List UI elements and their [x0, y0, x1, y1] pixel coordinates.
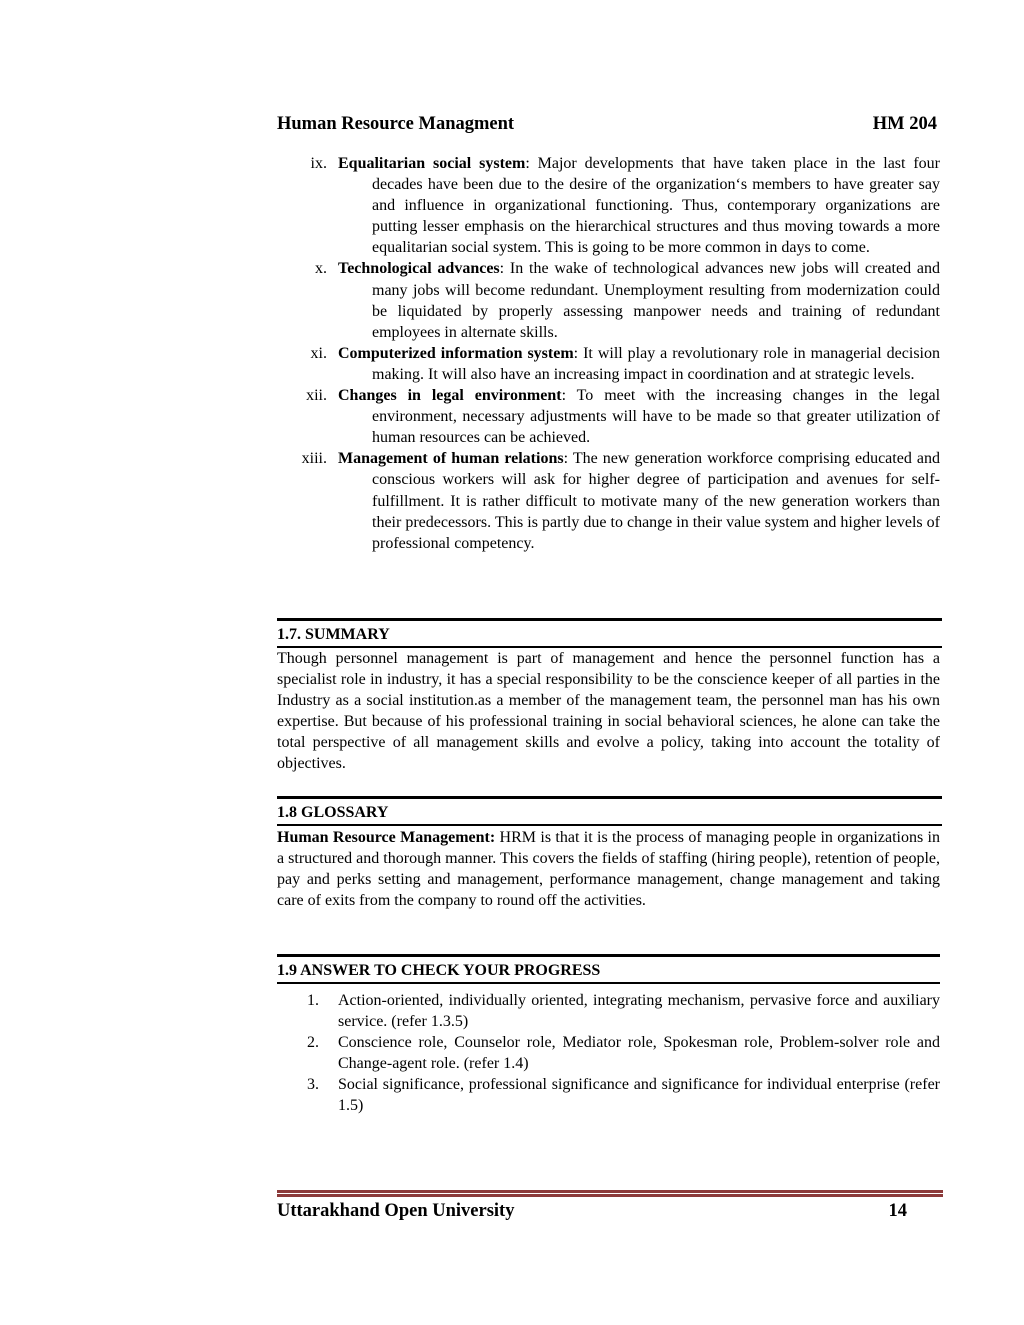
footer-divider: [277, 1190, 943, 1198]
glossary-paragraph: [277, 827, 940, 911]
glossary-term: Human Resource Management:: [277, 829, 496, 846]
list-item-text: : It will play a revolutionary role in managerial decision making. It will also have an increasing impact in coordination and at strategic levels.: [372, 344, 940, 383]
list-item-term: Equalitarian social system: [338, 155, 526, 172]
header-title: Human Resource Managment: [277, 114, 515, 134]
glossary-heading: [277, 796, 942, 826]
summary-heading-text: 1.7. SUMMARY: [277, 626, 390, 643]
list-item: [277, 1074, 940, 1116]
list-item-number: x.: [315, 260, 327, 278]
page-number: 14: [888, 1201, 907, 1221]
list-item: [277, 448, 940, 553]
list-item-number: 2.: [307, 1034, 319, 1052]
list-item-term: Changes in legal environment: [338, 387, 562, 405]
glossary-heading-text: 1.8 GLOSSARY: [277, 804, 389, 821]
answers-heading-text: 1.9 ANSWER TO CHECK YOUR PROGRESS: [277, 962, 601, 979]
list-item-text: Social significance, professional significance and significance for individual enterprise (refer 1.5): [338, 1076, 940, 1115]
list-item-term: Technological advances: [338, 260, 500, 278]
list-item: [277, 1032, 940, 1074]
list-item-text: : Major developments that have taken place in the last four decades have been due to the desire of the organization‘s members to have greater say and influence in organizational functioning. Thus, contemporary organizations are putting lesser emphasis on the hierarchical structures and thus moving towards a more equalitarian social system. This is going to be more common in days to come.: [372, 155, 941, 257]
list-item: [277, 153, 940, 258]
list-item-text: Conscience role, Counselor role, Mediator role, Spokesman role, Problem-solver role and Change-agent role. (refer 1.4): [338, 1034, 940, 1073]
list-item-term: Management of human relations: [338, 450, 564, 468]
list-item: [277, 343, 940, 385]
list-item-number: ix.: [310, 155, 327, 172]
list-item-term: Computerized information system: [338, 344, 574, 362]
footer-university: Uttarakhand Open University: [277, 1201, 515, 1221]
page-header: [277, 114, 937, 140]
list-item-number: 1.: [307, 992, 319, 1009]
list-item-text: : The new generation workforce comprising educated and conscious workers will ask for higher degree of participation and avenues for self-fulfillment. It is rather difficult to motivate many of the new generation workers than their predecessors. This is partly due to change in their value system and higher levels of professional competency.: [372, 450, 940, 552]
page-footer: [277, 1201, 907, 1227]
summary-heading: [277, 618, 942, 648]
list-item-number: xiii.: [301, 450, 327, 468]
course-code: HM 204: [872, 114, 937, 134]
answers-list: [277, 990, 940, 1117]
list-item: [277, 385, 940, 448]
list-item: [277, 258, 940, 342]
roman-list: [277, 153, 940, 554]
summary-paragraph: Though personnel management is part of management and hence the personnel function has a specialist role in industry, it has a special responsibility to be the conscience keeper of all parties in the Industry as a social institution.as a member of the management team, the personnel man has his own expertise. But because of his professional training in social behavioral sciences, he alone can take the total perspective of all management skills and evolve a policy, taking into account the totality of objectives.: [277, 650, 940, 773]
footer-rule-line: [277, 1190, 943, 1193]
list-item: [277, 990, 940, 1032]
list-item-text: : In the wake of technological advances new jobs will created and many jobs will become redundant. Unemployment resulting from modernization could be liquidated by properly assessing manpower needs and training of redundant employees in alternate skills.: [372, 260, 940, 341]
list-item-text: : To meet with the increasing changes in the legal environment, necessary adjustments will have to be made so that greater utilization of human resources can be achieved.: [372, 387, 941, 447]
list-item-text: Action-oriented, individually oriented, integrating mechanism, pervasive force and auxiliary service. (refer 1.3.5): [338, 992, 940, 1031]
footer-rule-line: [277, 1194, 943, 1197]
glossary-definition: HRM is that it is the process of managing people in organizations in a structured and thorough manner. This covers the fields of staffing (hiring people), retention of people, pay and perks setting and management, performance management, change management and taking care of exits from the company to round off the activities.: [277, 829, 941, 910]
list-item-number: xii.: [306, 387, 327, 405]
list-item-number: xi.: [310, 344, 327, 362]
answers-heading: [277, 954, 940, 984]
list-item-number: 3.: [307, 1076, 319, 1094]
